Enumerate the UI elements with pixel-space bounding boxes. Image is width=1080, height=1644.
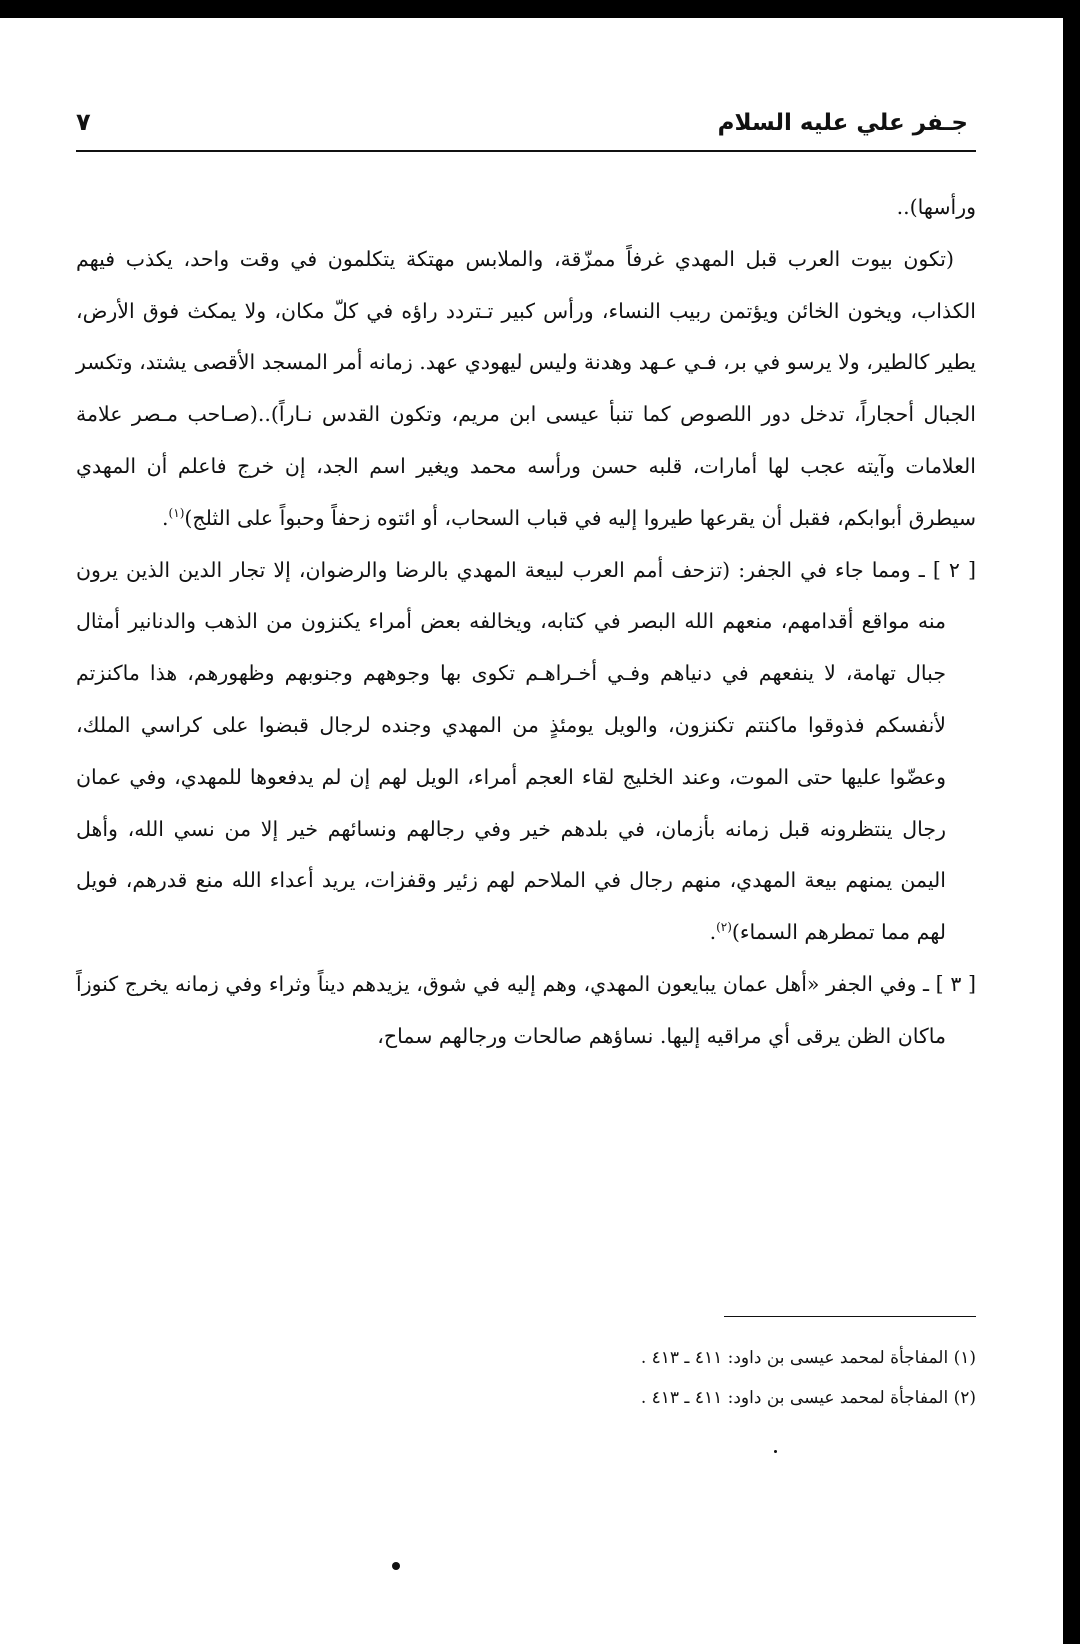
header-title: جـفر علي عليه السلام: [717, 110, 968, 136]
speck-mark: [392, 1562, 400, 1570]
paragraph-3-end: .: [709, 920, 717, 945]
page-number: ٧: [76, 108, 91, 136]
paragraph-1: ورأسها)..: [896, 195, 976, 219]
footnote-ref-2: (٢): [716, 920, 732, 935]
footnote-2: (٢) المفاجأة لمحمد عيسى بن داود: ٤١١ ـ ٤١٣ .: [640, 1388, 976, 1408]
paragraph-2-end: .: [162, 505, 169, 530]
footnote-divider: [724, 1316, 976, 1317]
paragraph-3-text: [ ٢ ] ـ ومما جاء في الجفر: (تزحف أمم العرب لبيعة المهدي بالرضا والرضوان، إلا تجار الدين الذين يرون منه مواقع أقدامهم، منعهم الله البصر في كتابه، ويخالفه بعض أمراء يكنزون من الذهب والدنانير أمثال جبال تهامة، لا ينفعهم في دنياهم وفـي أخـراهـم تكوى بها وجوههم وجنوبهم وظهورهم، هذا ماكنزتم لأنفسكم فذوقوا ماكنتم تكنزون، والويل يومئذٍ من المهدي وجنده لرجال قبضوا على كراسي الملك، وعضّوا عليها حتى الموت، وعند الخليج لقاء العجم أمراء، الويل لهم إن لم يدفعوها للمهدي، وفي عمان رجال ينتظرونه قبل زمانه بأزمان، في بلدهم خير وفي رجالهم ونسائهم خير إلا من نسي الله، وأهل اليمن يمنهم بيعة المهدي، منهم رجال في الملاحم لهم زئير وقفزات، يريد أعداء الله منع قدرهم، فويل لهم مما تمطرهم السماء): [76, 557, 976, 945]
paragraph-4: [ ٣ ] ـ وفي الجفر «أهل عمان يبايعون المهدي، وهم إليه في شوق، يزيدهم ديناً وثراء وفي زمانه يخرج كنوزاً ماكان الظن يرقى أي مراقيه إليها. نساؤهم صالحات ورجالهم سماح،: [76, 971, 977, 1048]
paragraph-2-text: (تكون بيوت العرب قبل المهدي غرفاً ممزّقة، والملابس مهتكة يتكلمون في وقت واحد، يكذب فيهم الكذاب، ويخون الخائن ويؤتمن ربيب النساء، ورأس كبير تـتردد راؤه في كلّ مكان، ولا يمكث فوق الأرض، يطير كالطير، ولا يرسو في بر، فـي عـهد وهدنة وليس ليهودي عهد. زمانه أمر المسجد الأقصى يشتد، وتكسر الجبال أحجاراً، تدخل دور اللصوص كما تنبأ عيسى ابن مريم، وتكون القدس نـاراً)..(صـاحب مـصر علامة العلامات وآيته عجب لها أمارات، قلبه حسن ورأسه محمد ويغير اسم الجد، إن خرج فاعلم أن المهدي سيطرق أبوابكم، فقبل أن يقرعها طيروا إليه في قباب السحاب، أو ائتوه زحفاً وحبواً على الثلج): [76, 246, 976, 530]
footnote-1: (١) المفاجأة لمحمد عيسى بن داود: ٤١١ ـ ٤١٣ .: [640, 1348, 976, 1368]
body-text: [76, 182, 976, 1063]
footnote-ref-1: (١): [168, 505, 185, 520]
footnotes: [76, 1338, 976, 1418]
page-header: [76, 90, 976, 152]
paragraph-3: [76, 545, 976, 959]
speck-mark: [774, 1450, 777, 1453]
paragraph-2: [76, 234, 976, 545]
book-page: [0, 18, 1063, 1644]
